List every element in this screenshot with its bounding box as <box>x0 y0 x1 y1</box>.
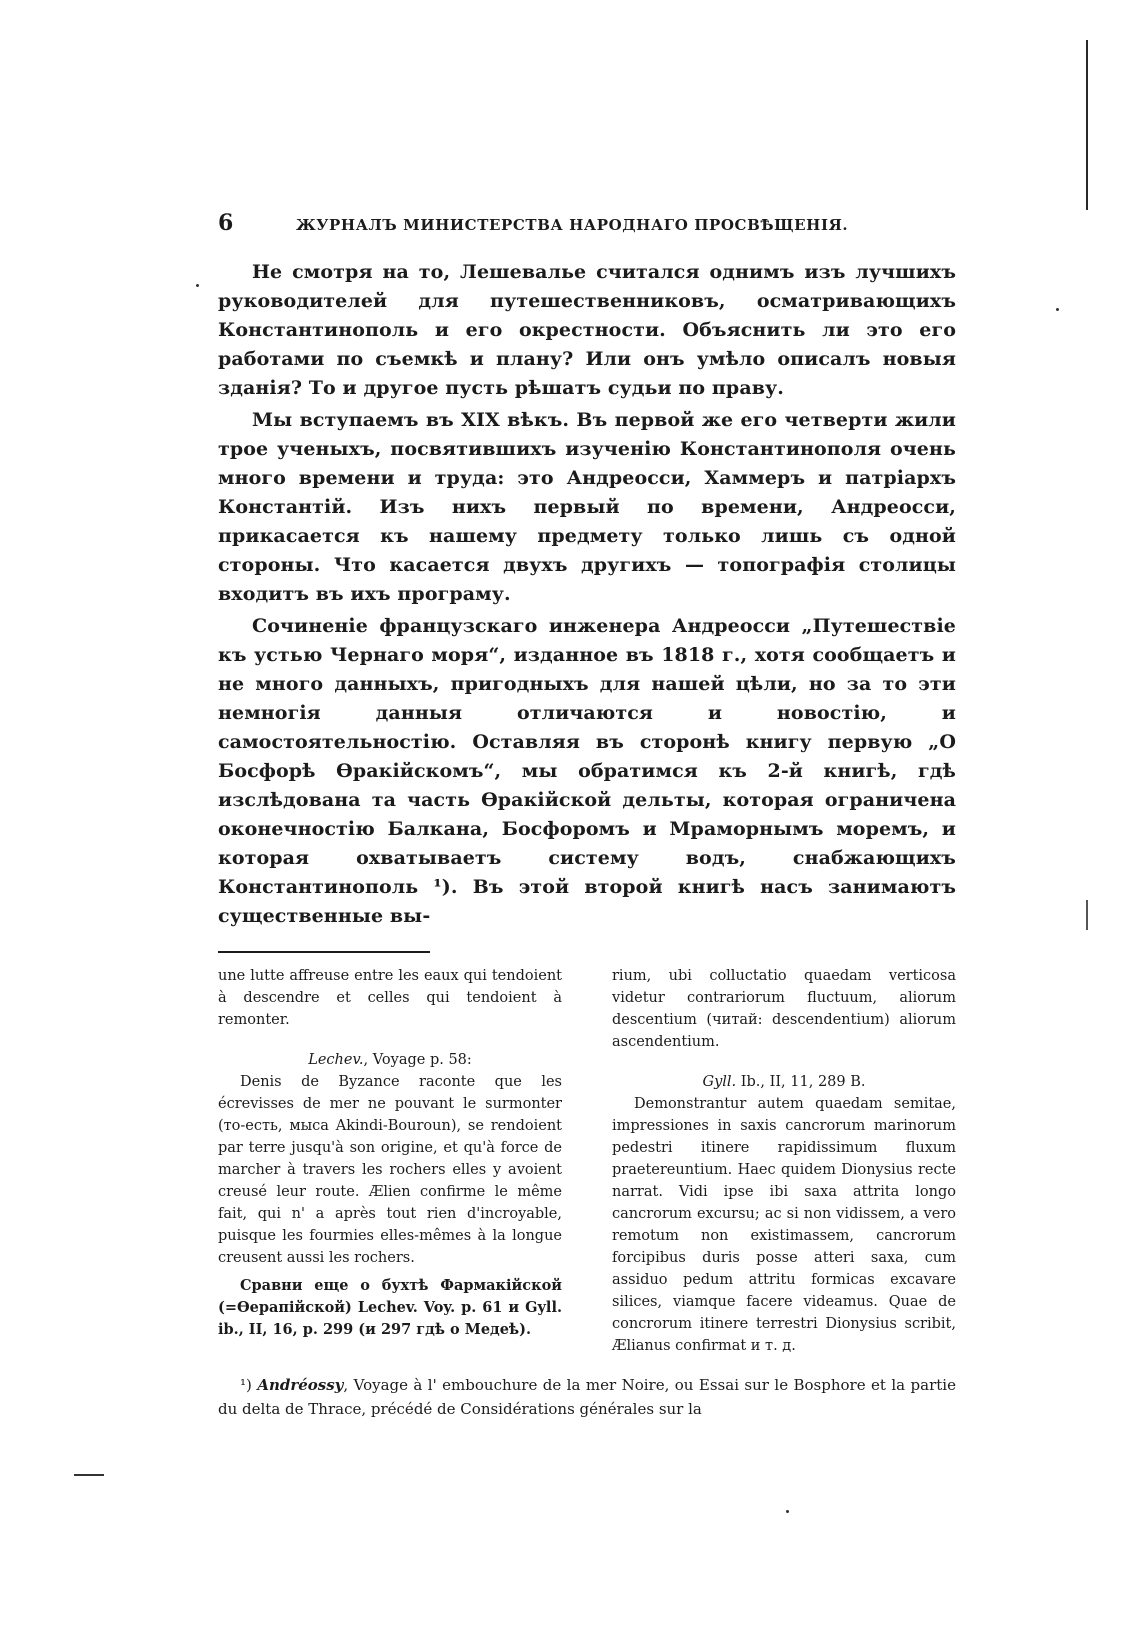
footnote <box>218 1373 956 1421</box>
scan-speck <box>1056 308 1059 311</box>
body-text <box>218 258 956 931</box>
scan-edge-mark <box>1086 900 1088 930</box>
note-source-ref: Ib., II, 11, 289 B. <box>736 1074 866 1090</box>
running-head <box>218 210 956 238</box>
note-quote: Demonstrantur autem quaedam semitae, impressiones in saxis cancrorum marinorum pedestri itinere rapidissimum fluxum praetereuntium. Haec quidem Dionysius recte narrat. Vidi ipse ibi saxa attrita longo cancrorum excursu; ac si non vidissem, a vero remotum non existimassem, cancrorum forcipibus duris posse atteri saxa, cum assiduo pedum attritu formicas excavare silices, viamque facere videamus. Quae de concrorum itinere terrestri Dionysius scribit, Ælianus confirmat и т. д. <box>612 1096 956 1354</box>
footnote-author: Andréossy <box>257 1376 344 1394</box>
note-column-left <box>218 965 562 1357</box>
note-continuation: rium, ubi colluctatio quaedam verticosa videtur contrariorum fluctuum, aliorum descentium (читай: descendentium) aliorum ascendentium. <box>612 968 956 1050</box>
scan-speck <box>196 284 199 287</box>
journal-title: ЖУРНАЛЪ МИНИСТЕРСТВА НАРОДНАГО ПРОСВѢЩЕНІЯ. <box>296 216 849 234</box>
note-source-author: Gyll. <box>702 1074 737 1090</box>
note-quote: Denis de Byzance raconte que les écrevisses de mer ne pouvant le surmonter (то-есть, мыса Akindi-Bouroun), se rendoient par terre jusqu'à son origine, et qu'à force de marcher à travers les rochers elles y avoient creusé leur route. Ælien confirme le même fait, qui n' a après tout rien d'incroyable, puisque les fourmies elles-mêmes à la longue creusent aussi les rochers. <box>218 1074 562 1266</box>
body-paragraph: Не смотря на то, Лешевалье считался однимъ изъ лучшихъ руководителей для путешественниковъ, осматривающихъ Константинополь и его окрестности. Объяснить ли это его работами по съемкѣ и плану? Или онъ умѣло описалъ новыя зданія? То и другое пусть рѣшатъ судьи по праву. <box>218 261 956 399</box>
note-source <box>218 1049 562 1071</box>
document-page <box>218 210 956 1436</box>
footnote-separator <box>218 951 430 953</box>
note-source-author: Lechev. <box>308 1052 364 1068</box>
note-column-right <box>612 965 956 1357</box>
body-paragraph: Мы вступаемъ въ XIX вѣкъ. Въ первой же его четверти жили трое ученыхъ, посвятившихъ изученію Константинополя очень много времени и труда: это Андреосси, Хаммеръ и патріархъ Константій. Изъ нихъ первый по времени, Андреосси, прикасается къ нашему предмету только лишь съ одной стороны. Что касается двухъ другихъ — топографія столицы входитъ въ ихъ програму. <box>218 409 956 605</box>
note-continuation: une lutte affreuse entre les eaux qui tendoient à descendre et celles qui tendoient à remonter. <box>218 968 562 1028</box>
scan-edge-line <box>1086 40 1088 210</box>
body-paragraph: Сочиненіе французскаго инженера Андреосси „Путешествіе къ устью Чернаго моря“, изданное въ 1818 г., хотя сообщаетъ и не много данныхъ, пригодныхъ для нашей цѣли, но за то эти немногія данныя отличаются и новостію, и самостоятельностію. Оставляя въ сторонѣ книгу первую „О Босфорѣ Ѳракійскомъ“, мы обратимся къ 2-й книгѣ, гдѣ изслѣдована та часть Ѳракійской дельты, которая ограничена оконечностію Балкана, Босфоромъ и Мраморнымъ моремъ, и которая охватываетъ систему водъ, снабжающихъ Константинополь ¹). Въ этой второй книгѣ насъ занимаютъ существенные вы- <box>218 615 956 927</box>
note-compare: Сравни еще о бухтѣ Фармакійской (=Ѳерапійской) Lechev. Voy. p. 61 и Gyll. ib., II, 16, p. 299 (и 297 гдѣ о Медеѣ). <box>218 1277 562 1338</box>
note-source-ref: , Voyage p. 58: <box>363 1052 472 1068</box>
footnote-marker: ¹) <box>240 1376 252 1394</box>
page-number: 6 <box>218 210 234 236</box>
footnote-text: , Voyage à l' embouchure de la mer Noire, ou Essai sur le Bosphore et la partie du delta de Thrace, précédé de Considérations générales sur la <box>218 1376 956 1418</box>
scan-margin-mark <box>74 1474 104 1476</box>
note-source <box>612 1071 956 1093</box>
notes-columns <box>218 965 956 1357</box>
scan-speck <box>786 1510 789 1513</box>
